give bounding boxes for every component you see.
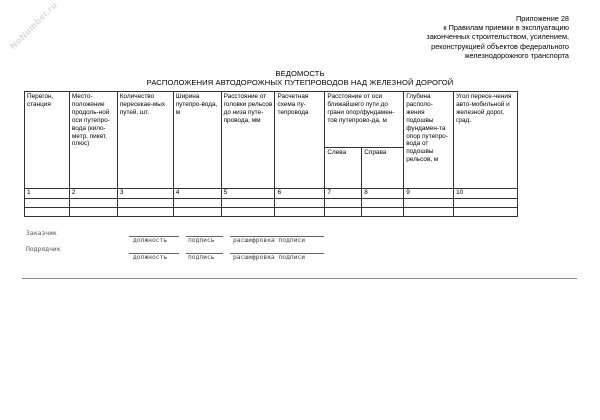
table-cell[interactable] xyxy=(173,199,221,208)
header-cell: Место-положение продоль-ной оси путепро-вода (кило-метр, пикет, плюс) xyxy=(69,92,117,189)
document-title xyxy=(0,70,600,87)
table-cell[interactable] xyxy=(25,199,70,208)
header-cell: Глубина располо-жения подошвы фундамен-та опор путепро-вода от подошвы рельсов, м xyxy=(404,92,454,189)
caption-position: должность xyxy=(133,237,168,244)
table-cell[interactable] xyxy=(275,208,325,217)
column-number: 4 xyxy=(173,189,221,199)
table-row xyxy=(25,199,518,208)
appendix-line: Приложение 28 xyxy=(516,14,569,23)
appendix-line: реконструкцией объектов федерального xyxy=(431,41,569,51)
table-cell[interactable] xyxy=(325,199,362,208)
table-cell[interactable] xyxy=(404,199,454,208)
header-cell: Ширина путепро-вода, м xyxy=(173,92,221,189)
table-cell[interactable] xyxy=(454,208,518,217)
table-row xyxy=(25,208,518,217)
table-cell[interactable] xyxy=(454,199,518,208)
header-cell: Угол пересе-чения авто-мобильной и железной дорог, град. xyxy=(454,92,518,189)
table-cell[interactable] xyxy=(173,208,221,217)
overpass-table xyxy=(24,91,518,217)
table-cell[interactable] xyxy=(69,199,117,208)
caption-name: расшифровка подписи xyxy=(233,254,306,261)
table-cell[interactable] xyxy=(362,199,404,208)
caption-signature: подпись xyxy=(188,254,215,261)
column-number: 2 xyxy=(69,189,117,199)
column-number: 8 xyxy=(362,189,404,199)
column-number: 9 xyxy=(404,189,454,199)
caption-signature: подпись xyxy=(188,237,215,244)
watermark: NoNumber.ru xyxy=(8,0,60,52)
table-cell[interactable] xyxy=(25,208,70,217)
table-cell[interactable] xyxy=(362,208,404,217)
column-number: 3 xyxy=(117,189,173,199)
caption-position: должность xyxy=(133,254,168,261)
table-cell[interactable] xyxy=(117,208,173,217)
caption-name: расшифровка подписи xyxy=(233,237,306,244)
column-number: 5 xyxy=(221,189,275,199)
appendix-note xyxy=(369,14,569,60)
appendix-line: железнодорожного транспорта xyxy=(464,50,569,60)
title-line-2: РАСПОЛОЖЕНИЯ АВТОДОРОЖНЫХ ПУТЕПРОВОДОВ НАД ЖЕЛЕЗНОЙ ДОРОГОЙ xyxy=(146,77,454,87)
column-number: 7 xyxy=(325,189,362,199)
appendix-line: законченных строительством, усилением, xyxy=(426,32,569,42)
customer-label: Заказчик xyxy=(26,229,57,237)
table-cell[interactable] xyxy=(404,208,454,217)
page-bottom-rule xyxy=(22,278,577,279)
contractor-label: Подрядчик xyxy=(26,245,61,253)
table-cell[interactable] xyxy=(325,208,362,217)
column-number: 6 xyxy=(275,189,325,199)
table-cell[interactable] xyxy=(221,199,275,208)
appendix-line: к Правилам приемки в эксплуатацию xyxy=(443,23,569,33)
header-cell: Расстояние от головки рельсов до низа путе-провода, мм xyxy=(221,92,275,189)
subheader-cell: Слева xyxy=(325,148,362,189)
table-cell[interactable] xyxy=(117,199,173,208)
header-cell: Количество пересекае-мых путей, шт. xyxy=(117,92,173,189)
title-line-1: ВЕДОМОСТЬ xyxy=(275,69,325,78)
column-number: 10 xyxy=(454,189,518,199)
table-cell[interactable] xyxy=(275,199,325,208)
header-cell: Расчетная схема пу-тепровода xyxy=(275,92,325,189)
table-cell[interactable] xyxy=(69,208,117,217)
header-cell: Расстояние от оси ближайшего пути до грани опор/фундамен-тов путепрово-да, м xyxy=(325,92,404,148)
table-cell[interactable] xyxy=(221,208,275,217)
header-cell: Перегон, станция xyxy=(25,92,70,189)
subheader-cell: Справа xyxy=(362,148,404,189)
column-number: 1 xyxy=(25,189,70,199)
